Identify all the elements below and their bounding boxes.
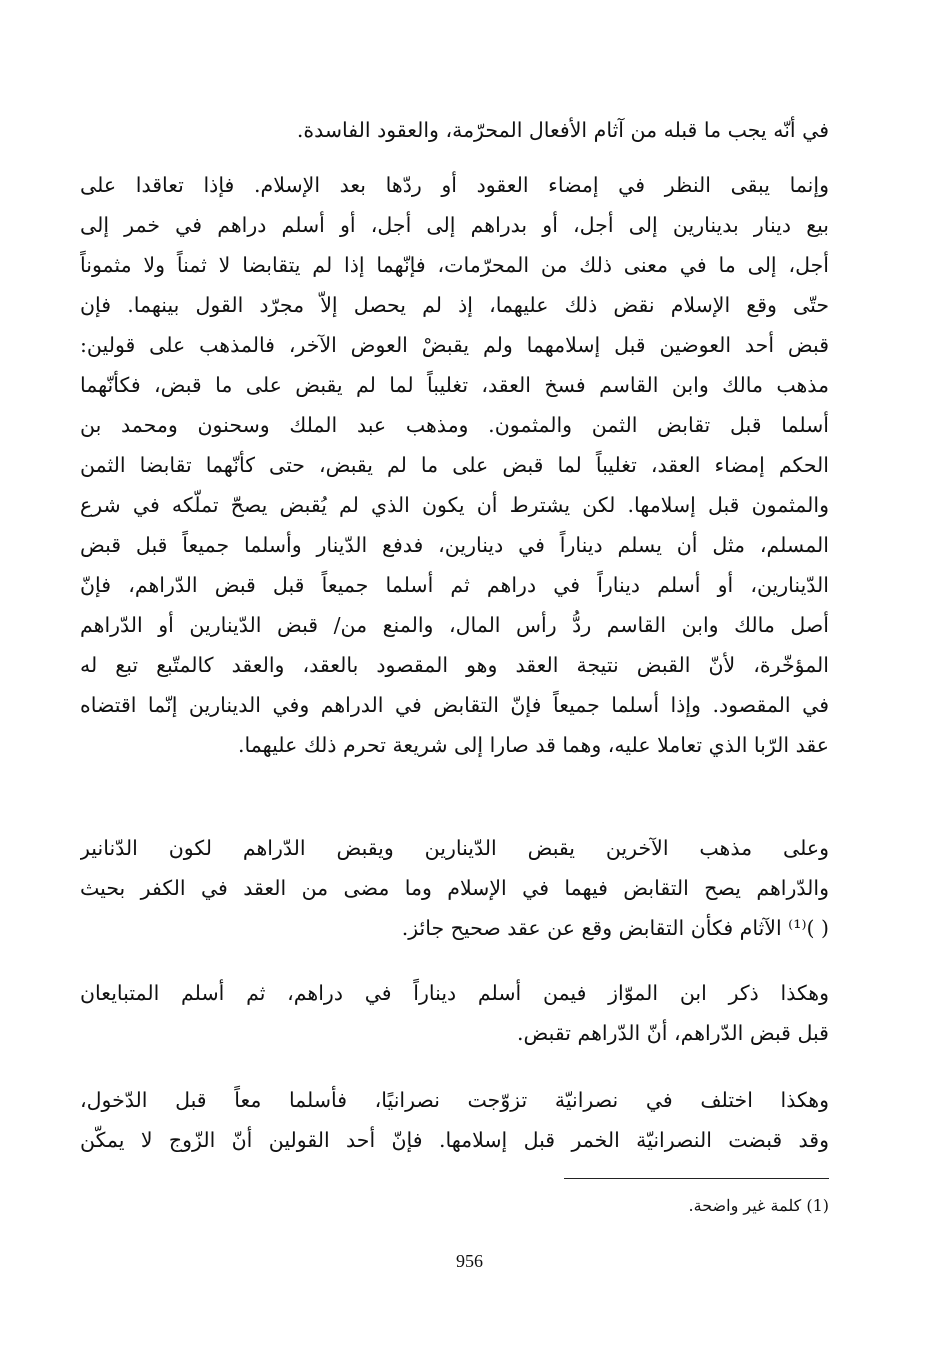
text-line: عقد الرّبا الذي تعاملا عليه، وهما قد صارا إلى شريعة تحرم ذلك عليهما. — [238, 733, 829, 757]
text-line: مذهب مالك وابن القاسم فسخ العقد، تغليباً لما لم يقبض على ما قبض، فكأنّهما — [80, 373, 829, 397]
text-line: الدّينارين، أو أسلم ديناراً في دراهم ثم أسلما جميعاً قبل قبض الدّراهم، فإنّ — [80, 573, 829, 597]
text-line: الحكم إمضاء العقد، تغليباً لما قبض على ما لم يقبض، حتى كأنّهما تقابضا الثمن — [80, 453, 829, 477]
text-line: ( )⁽¹⁾ الآثام فكأن التقابض وقع عن عقد صحيح جائز. — [401, 916, 829, 940]
text-line: وهكذا اختلف في نصرانيّة تزوّجت نصرانيًا، فأسلما معاً قبل الدّخول، — [80, 1088, 829, 1112]
paragraph-5 — [80, 1080, 829, 1160]
text-line: بيع دينار بدينارين إلى أجل، أو بدراهم إلى أجل، أو أسلم دراهم في خمر إلى — [80, 213, 829, 237]
text-line: وهكذا ذكر ابن الموّاز فيمن أسلم ديناراً في دراهم، ثم أسلم المتبايعان — [80, 981, 829, 1005]
text-line: والمثمون قبل إسلامها. لكن يشترط أن يكون الذي لم يُقبض يصحّ تملّكه في شرع — [80, 493, 829, 517]
text-line: حتّى وقع الإسلام نقض ذلك عليهما، إذ لم يحصل إلاّ مجرّد القول بينهما. فإن — [80, 293, 829, 317]
text-line: في المقصود. وإذا أسلما جميعاً فإنّ التقابض في الدراهم وفي الدينارين إنّما اقتضاه — [80, 693, 829, 717]
footnote: (1) كلمة غير واضحة. — [688, 1196, 829, 1215]
text-line: في أنّه يجب ما قبله من آثام الأفعال المحرّمة، والعقود الفاسدة. — [296, 118, 829, 142]
text-line: وعلى مذهب الآخرين يقبض الدّينارين ويقبض الدّراهم لكون الدّنانير — [80, 836, 829, 860]
paragraph-1 — [80, 110, 829, 150]
text-line: قبل قبض الدّراهم، أنّ الدّراهم تقبض. — [517, 1021, 829, 1045]
text-line: المسلم، مثل أن يسلم ديناراً في دينارين، فدفع الدّينار وأسلما جميعاً قبل قبض — [80, 533, 829, 557]
text-line: أصل مالك وابن القاسم ردُّ رأس المال، والمنع من/ قبض الدّينارين أو الدّراهم — [80, 613, 829, 637]
text-line: أجل، إلى ما في معنى ذلك من المحرّمات، فإنّهما إذا لم يتقابضا لا ثمناً ولا مثموناً — [80, 253, 829, 277]
footnote-divider — [564, 1178, 829, 1179]
text-line: وقد قبضت النصرانيّة الخمر قبل إسلامها. فإنّ أحد القولين أنّ الزّوج لا يمكّن — [80, 1128, 829, 1152]
paragraph-3 — [80, 828, 829, 948]
text-line: قبض أحد العوضين قبل إسلامهما ولم يقبضْ العوض الآخر، فالمذهب على قولين: — [80, 333, 829, 357]
paragraph-2 — [80, 165, 829, 765]
text-line: وإنما يبقى النظر في إمضاء العقود أو ردّها بعد الإسلام. فإذا تعاقدا على — [80, 173, 829, 197]
text-line: أسلما قبل تقابض الثمن والمثمون. ومذهب عبد الملك وسحنون ومحمد بن — [80, 413, 829, 437]
paragraph-4 — [80, 973, 829, 1053]
page-number: 956 — [456, 1251, 483, 1271]
text-line: والدّراهم يصح التقابض فيهما في الإسلام وما مضى من العقد في الكفر بحيث — [80, 876, 829, 900]
text-line: المؤخّرة، لأنّ القبض نتيجة العقد وهو المقصود بالعقد، والعقد كالمتّبع تبع له — [80, 653, 829, 677]
